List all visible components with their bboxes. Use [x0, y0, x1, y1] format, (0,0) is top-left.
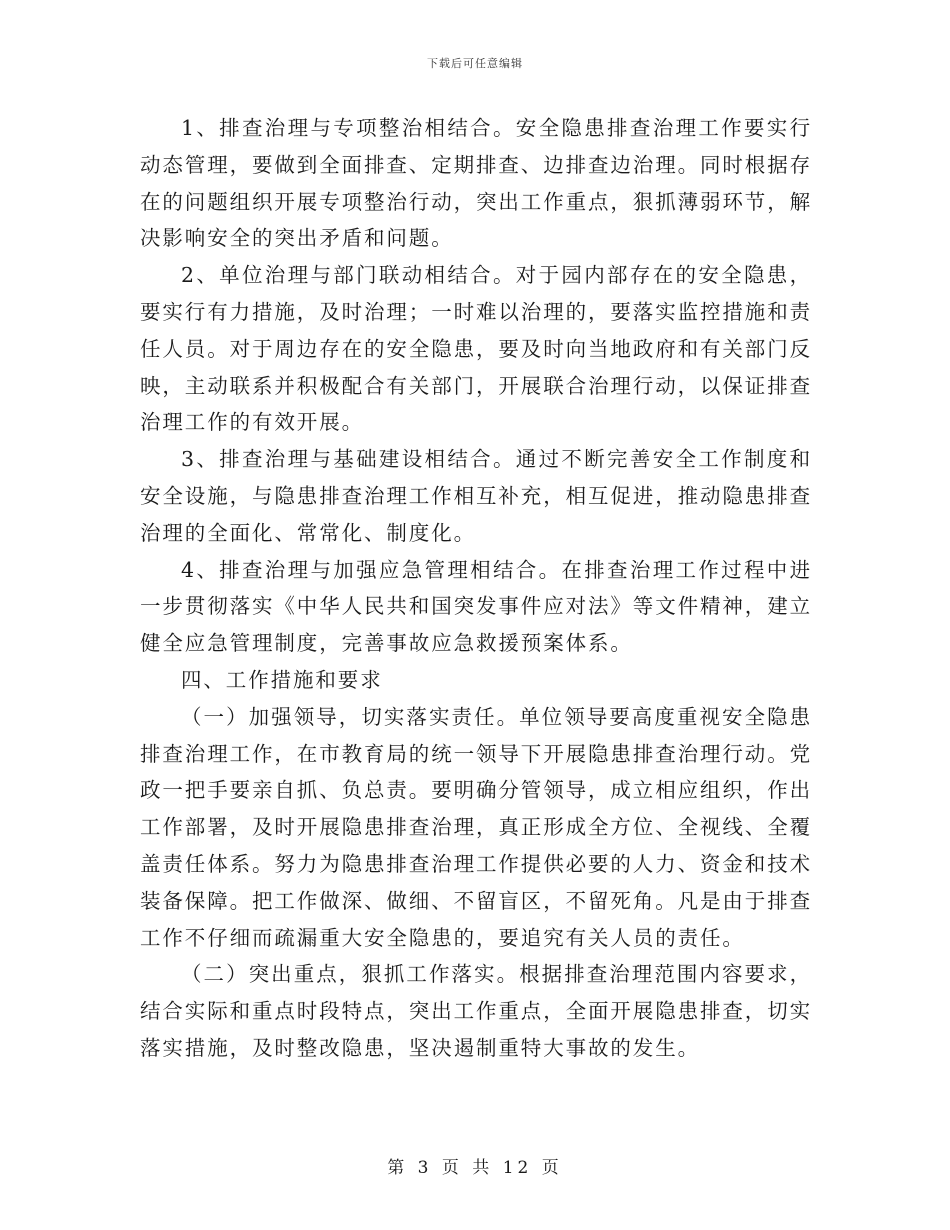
page-number-footer: 第 3 页 共 12 页 — [387, 1158, 563, 1178]
paragraph: 3、排查治理与基础建设相结合。通过不断完善安全工作制度和安全设施，与隐患排查治理工作相互补充，相互促进，推动隐患排查治理的全面化、常常化、制度化。 — [140, 447, 812, 545]
paragraph: 2、单位治理与部门联动相结合。对于园内部存在的安全隐患，要实行有力措施，及时治理；一时难以治理的，要落实监控措施和责任人员。对于周边存在的安全隐患，要及时向当地政府和有关部门反映，主动联系并积极配合有关部门，开展联合治理行动，以保证排查治理工作的有效开展。 — [140, 263, 812, 435]
paragraph: （一）加强领导，切实落实责任。单位领导要高度重视安全隐患排查治理工作，在市教育局的统一领导下开展隐患排查治理行动。党政一把手要亲自抓、负总责。要明确分管领导，成立相应组织，作出工作部署，及时开展隐患排查治理，真正形成全方位、全视线、全覆盖责任体系。努力为隐患排查治理工作提供必要的人力、资金和技术装备保障。把工作做深、做细、不留盲区，不留死角。凡是由于排查工作不仔细而疏漏重大安全隐患的，要追究有关人员的责任。 — [140, 704, 812, 950]
paragraph: 4、排查治理与加强应急管理相结合。在排查治理工作过程中进一步贯彻落实《中华人民共和国突发事件应对法》等文件精神，建立健全应急管理制度，完善事故应急救援预案体系。 — [140, 557, 812, 656]
document-body — [140, 110, 812, 1067]
paragraph: （二）突出重点，狠抓工作落实。根据排查治理范围内容要求，结合实际和重点时段特点，突出工作重点，全面开展隐患排查，切实落实措施，及时整改隐患，坚决遏制重特大事故的发生。 — [140, 962, 812, 1060]
section-heading: 四、工作措施和要求 — [181, 667, 383, 692]
paragraph: 1、排查治理与专项整治相结合。安全隐患排查治理工作要实行动态管理，要做到全面排查、定期排查、边排查边治理。同时根据存在的问题组织开展专项整治行动，突出工作重点，狠抓薄弱环节，解决影响安全的突出矛盾和问题。 — [140, 116, 812, 251]
header-note: 下载后可任意编辑 — [427, 57, 523, 70]
